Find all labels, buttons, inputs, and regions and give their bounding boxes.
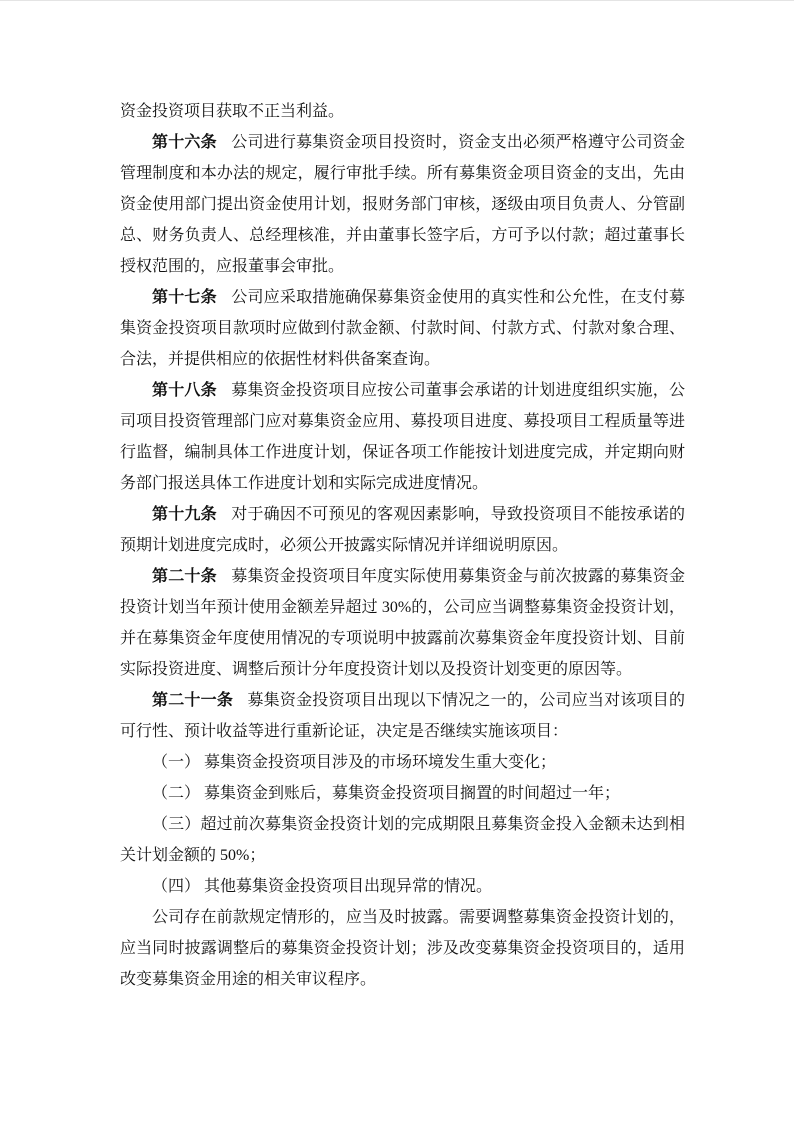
paragraph bbox=[120, 747, 685, 778]
article-paragraph bbox=[120, 685, 685, 747]
article-paragraph bbox=[120, 561, 685, 685]
article-paragraph bbox=[120, 499, 685, 561]
paragraph-text: （三）超过前次募集资金投资计划的完成期限且募集资金投入金额未达到相关计划金额的 50%； bbox=[120, 816, 685, 864]
paragraph-text: 资金投资项目获取不正当利益。 bbox=[120, 103, 345, 120]
paragraph bbox=[120, 902, 685, 995]
paragraph bbox=[120, 809, 685, 871]
article-paragraph bbox=[120, 127, 685, 282]
page-top-edge bbox=[0, 0, 794, 1]
paragraph-text: （二） 募集资金到账后，募集资金投资项目搁置的时间超过一年； bbox=[152, 785, 621, 802]
paragraph-text: 募集资金投资项目应按公司董事会承诺的计划进度组织实施，公司项目投资管理部门应对募集资金应用、募投项目进度、募投项目工程质量等进行监督，编制具体工作进度计划，保证各项工作能按计划进度完成，并定期向财务部门报送具体工作进度计划和实际完成进度情况。 bbox=[120, 382, 685, 492]
article-number: 第十七条 bbox=[152, 289, 217, 306]
article-number: 第十六条 bbox=[152, 134, 217, 151]
paragraph-text: （一） 募集资金投资项目涉及的市场环境发生重大变化； bbox=[152, 754, 557, 771]
paragraph-text: 公司应采取措施确保募集资金使用的真实性和公允性，在支付募集资金投资项目款项时应做到付款金额、付款时间、付款方式、付款对象合理、合法，并提供相应的依据性材料供备案查询。 bbox=[120, 289, 685, 368]
article-number: 第二十一条 bbox=[152, 692, 234, 709]
document-body bbox=[120, 96, 685, 995]
paragraph bbox=[120, 871, 685, 902]
paragraph-text: 对于确因不可预见的客观因素影响，导致投资项目不能按承诺的预期计划进度完成时，必须公开披露实际情况并详细说明原因。 bbox=[120, 506, 685, 554]
article-number: 第二十条 bbox=[152, 568, 217, 585]
article-paragraph bbox=[120, 282, 685, 375]
article-number: 第十八条 bbox=[152, 382, 217, 399]
paragraph-text: 募集资金投资项目出现以下情况之一的，公司应当对该项目的可行性、预计收益等进行重新论证，决定是否继续实施该项目： bbox=[120, 692, 685, 740]
paragraph-text: 公司进行募集资金项目投资时，资金支出必须严格遵守公司资金管理制度和本办法的规定，履行审批手续。所有募集资金项目资金的支出，先由资金使用部门提出资金使用计划，报财务部门审核，逐级由项目负责人、分管副总、财务负责人、总经理核准，并由董事长签字后，方可予以付款；超过董事长授权范围的，应报董事会审批。 bbox=[120, 134, 685, 275]
article-number: 第十九条 bbox=[152, 506, 217, 523]
paragraph-text: （四） 其他募集资金投资项目出现异常的情况。 bbox=[152, 878, 493, 895]
paragraph-text: 募集资金投资项目年度实际使用募集资金与前次披露的募集资金投资计划当年预计使用金额差异超过 30%的，公司应当调整募集资金投资计划，并在募集资金年度使用情况的专项说明中披露前次募集资金年度投资计划、目前实际投资进度、调整后预计分年度投资计划以及投资计划变更的原因等。 bbox=[120, 568, 685, 678]
paragraph bbox=[120, 96, 685, 127]
paragraph bbox=[120, 778, 685, 809]
article-paragraph bbox=[120, 375, 685, 499]
paragraph-text: 公司存在前款规定情形的，应当及时披露。需要调整募集资金投资计划的，应当同时披露调整后的募集资金投资计划；涉及改变募集资金投资项目的，适用改变募集资金用途的相关审议程序。 bbox=[120, 909, 685, 988]
